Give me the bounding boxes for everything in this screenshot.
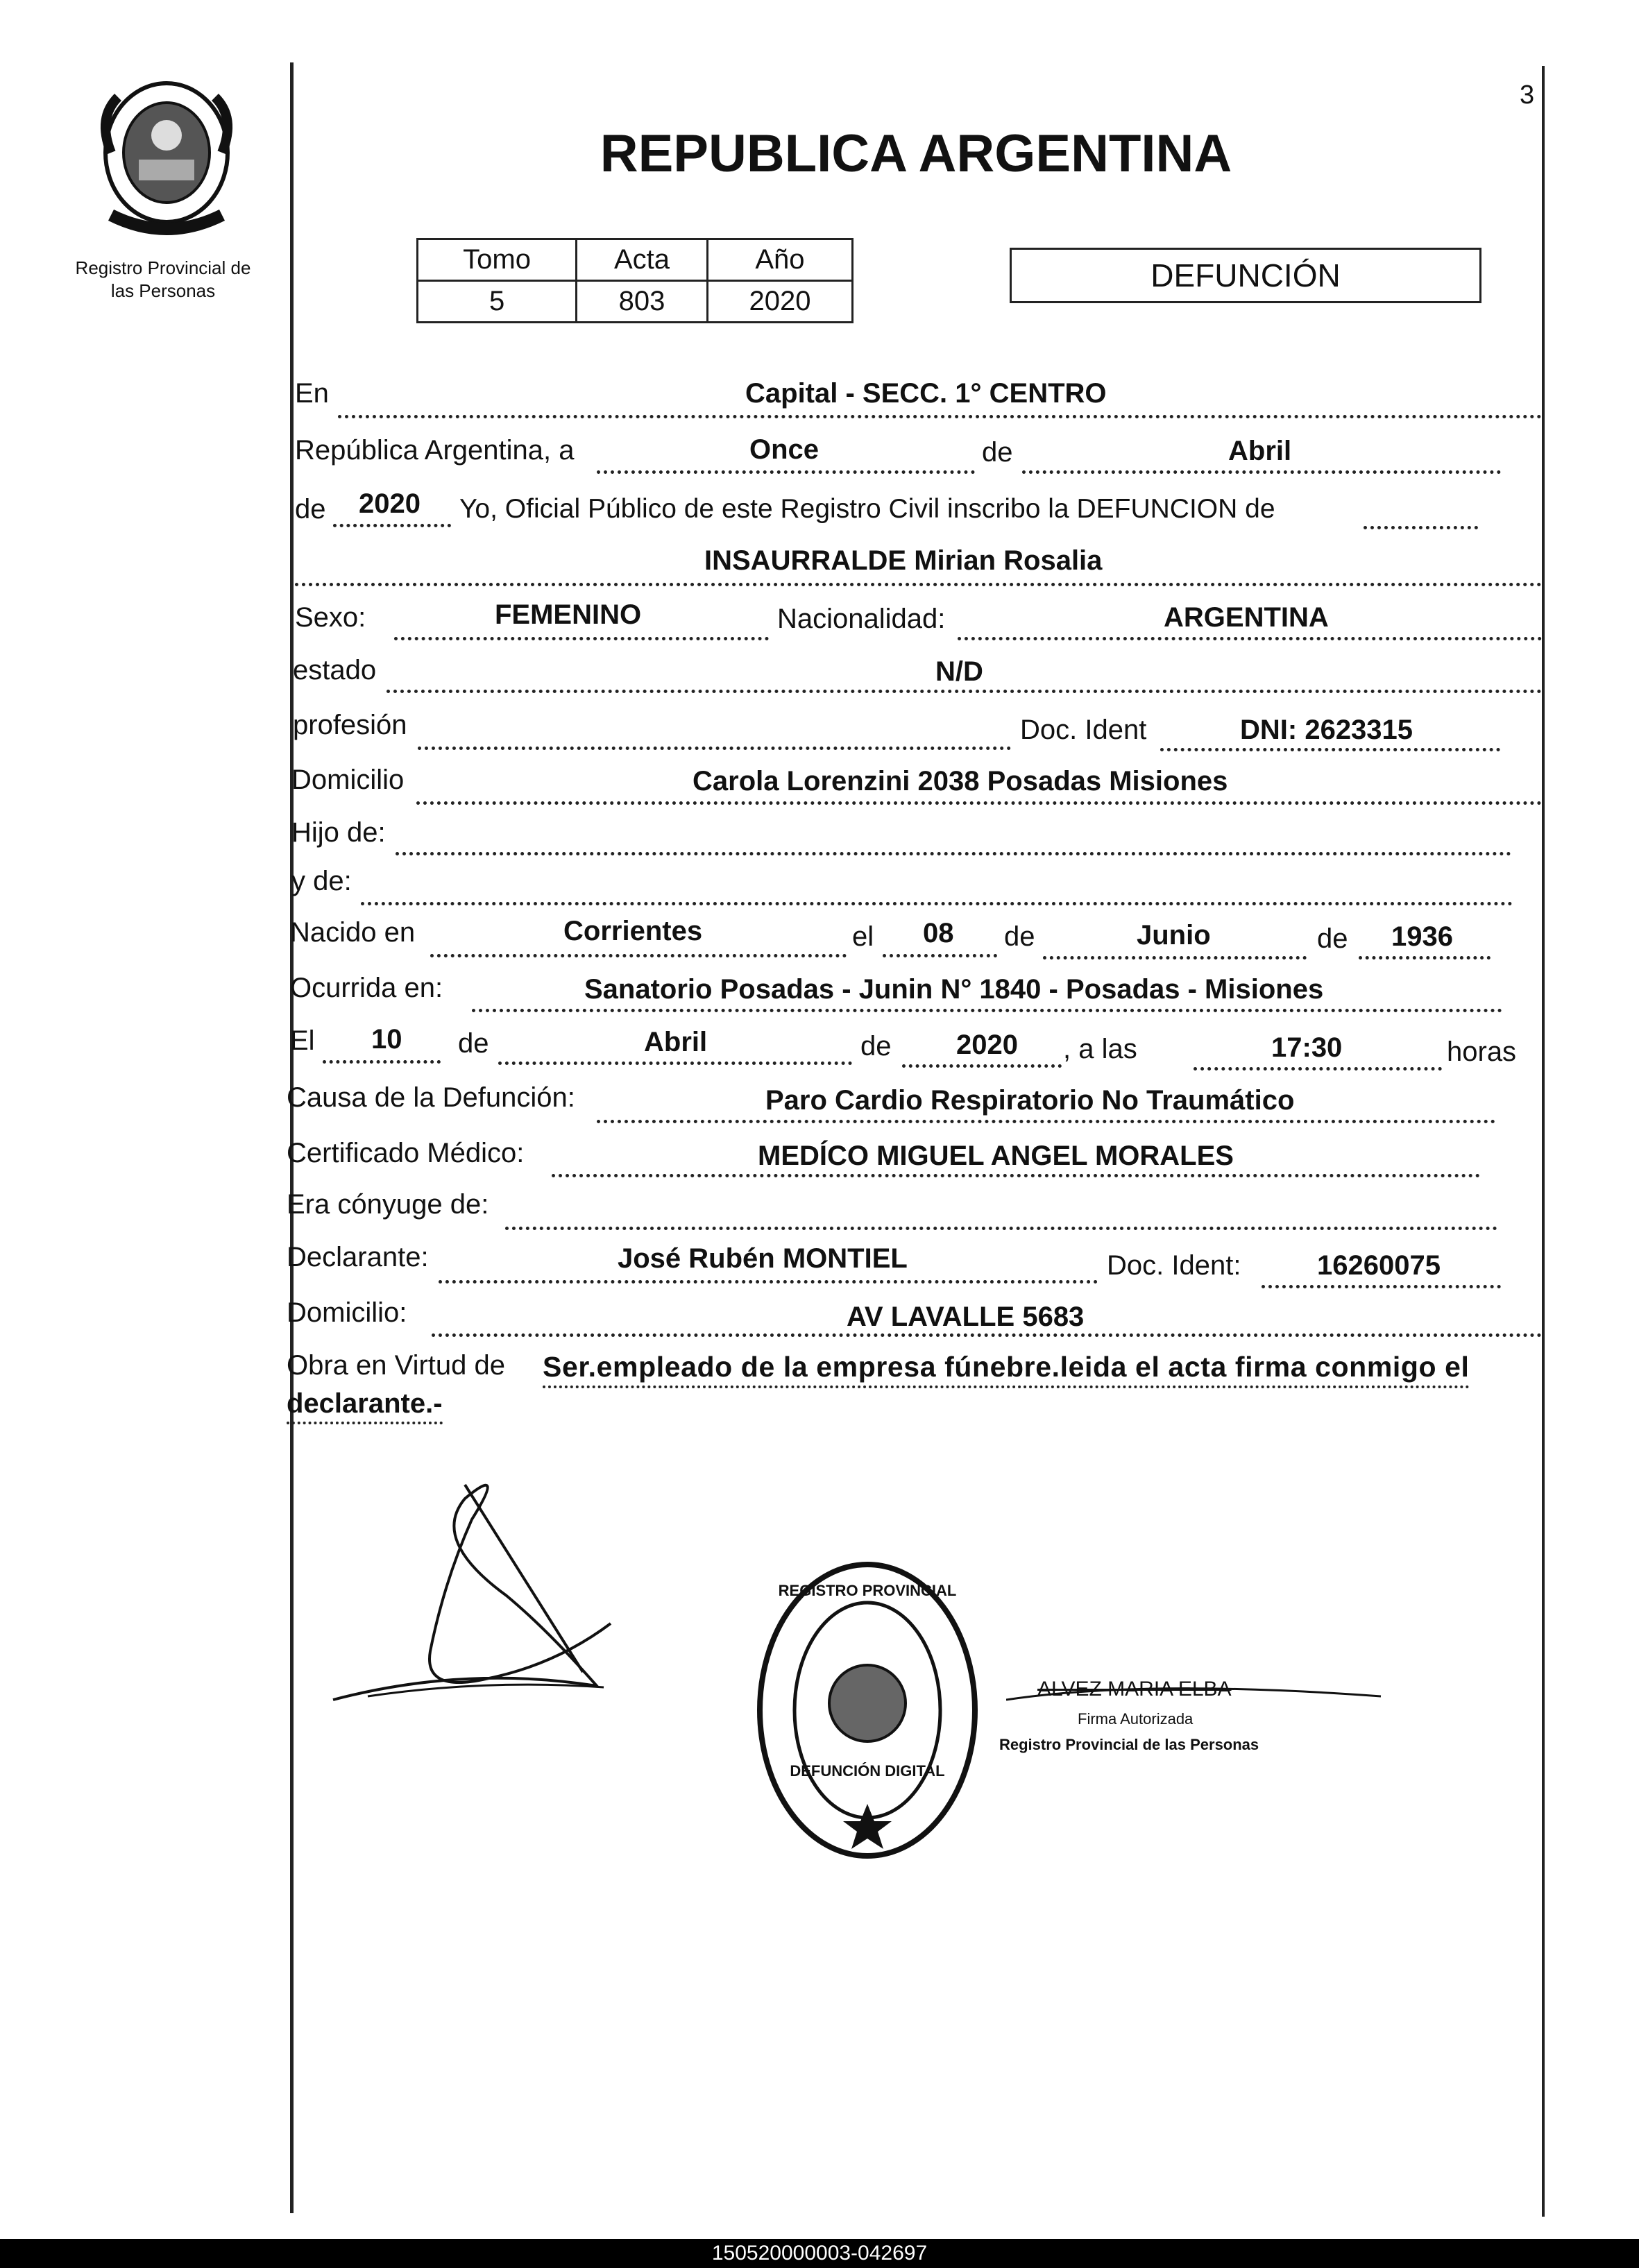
- value-estado: N/D: [935, 656, 983, 687]
- label-de-4: de: [860, 1031, 892, 1061]
- signer-name: ALVEZ MARIA ELBA: [1037, 1678, 1232, 1700]
- province-seal-icon: [90, 76, 243, 243]
- value-sexo: FEMENINO: [495, 599, 642, 630]
- value-obra-line1: Ser.empleado de la empresa fúnebre.leida el acta firma conmigo el: [543, 1353, 1470, 1388]
- label-hijo-de: Hijo de:: [291, 817, 386, 848]
- value-certificado: MEDÍCO MIGUEL ANGEL MORALES: [758, 1141, 1234, 1171]
- value-fall-mes: Abril: [644, 1027, 708, 1057]
- value-nacido-en: Corrientes: [563, 916, 703, 946]
- label-official-text: Yo, Oficial Público de este Registro Civil inscribo la DEFUNCION de: [459, 494, 1275, 524]
- value-lugar: Capital - SECC. 1° CENTRO: [745, 378, 1107, 409]
- value-dia: Once: [749, 434, 820, 465]
- page-title: REPUBLICA ARGENTINA: [600, 124, 1232, 183]
- value-causa: Paro Cardio Respiratorio No Traumático: [765, 1085, 1295, 1116]
- table-header-anio: Año: [707, 239, 852, 281]
- label-profesion: profesión: [293, 710, 407, 740]
- declarant-signature-icon: [326, 1457, 687, 1721]
- label-nacido-en: Nacido en: [290, 917, 416, 948]
- book-table: [416, 238, 854, 323]
- value-nac-dia: 08: [923, 918, 954, 948]
- value-nombre: INSAURRALDE Mirian Rosalia: [704, 545, 1103, 576]
- label-conyuge: Era cónyuge de:: [287, 1189, 489, 1220]
- value-nac-mes: Junio: [1137, 920, 1211, 950]
- label-de-year: de: [295, 494, 326, 525]
- label-republica: República Argentina, a: [295, 435, 575, 466]
- value-domicilio: Carola Lorenzini 2038 Posadas Misiones: [693, 766, 1228, 796]
- label-causa: Causa de la Defunción:: [287, 1082, 575, 1113]
- label-horas: horas: [1447, 1037, 1517, 1067]
- svg-text:REGISTRO PROVINCIAL: REGISTRO PROVINCIAL: [778, 1582, 957, 1599]
- label-el-cap: El: [290, 1025, 315, 1056]
- label-ocurrida-en: Ocurrida en:: [290, 973, 443, 1003]
- label-de-3: de: [458, 1028, 489, 1059]
- footer-barcode-bar: [0, 2239, 1639, 2268]
- label-estado: estado: [293, 655, 377, 685]
- value-fall-dia: 10: [371, 1024, 402, 1055]
- value-hora: 17:30: [1271, 1032, 1343, 1063]
- label-certificado: Certificado Médico:: [287, 1138, 525, 1168]
- value-declarante: José Rubén MONTIEL: [618, 1243, 908, 1274]
- table-cell-tomo: 5: [418, 281, 577, 323]
- label-y-de: y de:: [291, 866, 352, 896]
- value-fall-anio: 2020: [956, 1030, 1018, 1060]
- value-declarante-doc: 16260075: [1317, 1250, 1441, 1281]
- signer-role: Firma Autorizada: [1078, 1710, 1194, 1728]
- value-anio: 2020: [359, 488, 421, 519]
- label-declarante: Declarante:: [287, 1242, 429, 1272]
- label-doc-ident-2: Doc. Ident:: [1107, 1250, 1241, 1281]
- label-domicilio: Domicilio: [291, 765, 405, 795]
- value-declarante-domicilio: AV LAVALLE 5683: [847, 1302, 1085, 1332]
- label-doc-ident: Doc. Ident: [1020, 715, 1147, 745]
- value-dni: DNI: 2623315: [1240, 715, 1413, 745]
- doc-type-box: DEFUNCIÓN: [1010, 248, 1481, 303]
- table-header-tomo: Tomo: [418, 239, 577, 281]
- label-domicilio-2: Domicilio:: [287, 1297, 407, 1328]
- label-obra: Obra en Virtud de: [287, 1350, 506, 1381]
- label-de-2: de: [1317, 923, 1348, 954]
- label-de: de: [982, 437, 1013, 468]
- official-stamp-icon: [753, 1554, 982, 1866]
- right-margin-line: [1542, 66, 1545, 2217]
- page-number: 3: [1520, 80, 1535, 110]
- table-cell-anio: 2020: [707, 281, 852, 323]
- table-header-acta: Acta: [577, 239, 708, 281]
- value-mes: Abril: [1228, 436, 1292, 466]
- label-en: En: [295, 378, 329, 409]
- label-de-1: de: [1004, 921, 1035, 952]
- label-nacionalidad: Nacionalidad:: [777, 604, 946, 634]
- value-obra-line2: declarante.-: [287, 1390, 443, 1424]
- label-a-las: , a las: [1063, 1034, 1137, 1064]
- barcode-text: 150520000003-042697: [711, 2242, 928, 2265]
- svg-text:DEFUNCIÓN DIGITAL: DEFUNCIÓN DIGITAL: [790, 1762, 945, 1780]
- value-nacionalidad: ARGENTINA: [1164, 602, 1329, 633]
- table-cell-acta: 803: [577, 281, 708, 323]
- label-el: el: [852, 921, 874, 952]
- registry-line-1: Registro Provincial de: [75, 257, 251, 278]
- value-ocurrida-en: Sanatorio Posadas - Junin N° 1840 - Posadas - Misiones: [584, 974, 1324, 1005]
- value-nac-anio: 1936: [1391, 921, 1453, 952]
- label-sexo: Sexo:: [295, 602, 366, 633]
- registry-line-2: las Personas: [110, 280, 216, 301]
- signer-office: Registro Provincial de las Personas: [999, 1736, 1259, 1753]
